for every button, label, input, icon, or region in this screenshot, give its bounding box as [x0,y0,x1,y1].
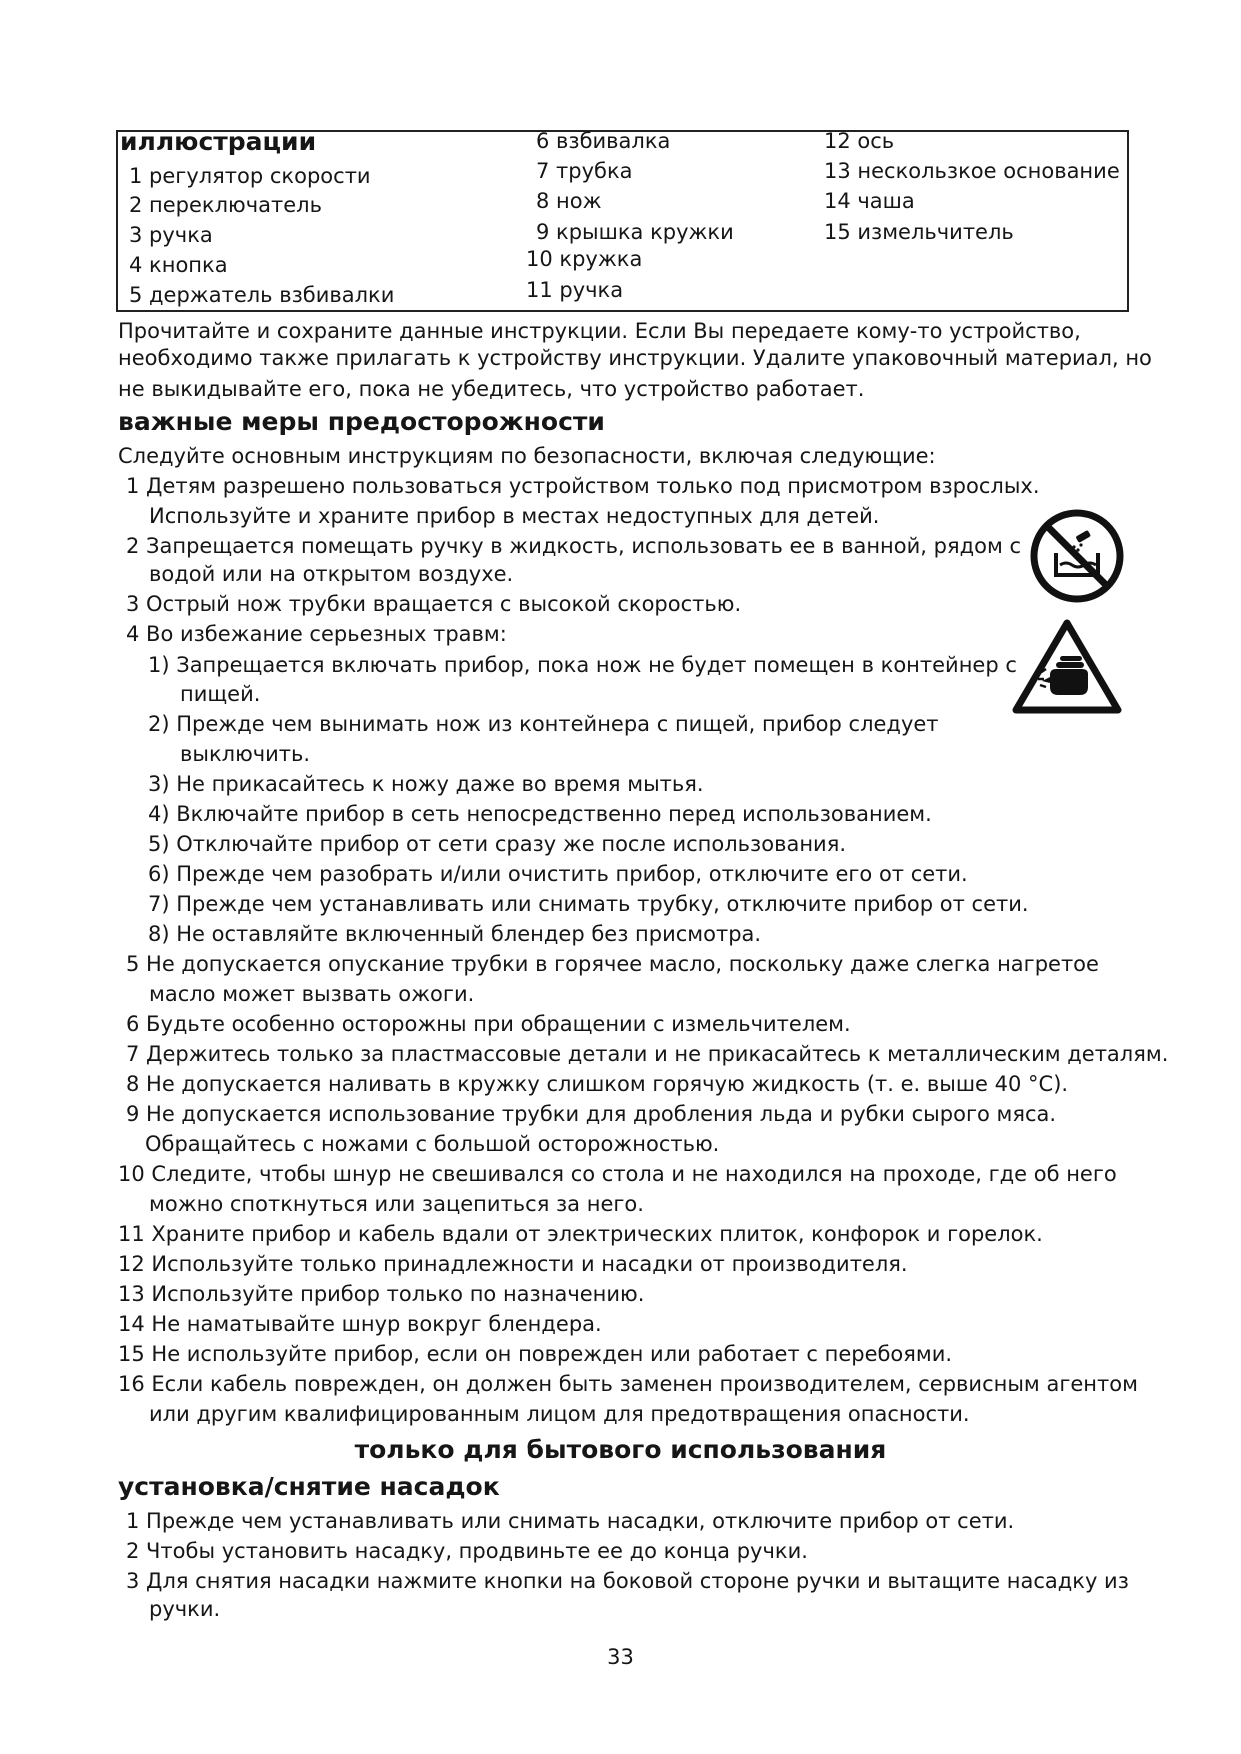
illustration-item: 8 нож [536,189,602,213]
precaution-line: масло может вызвать ожоги. [149,982,475,1006]
precaution-line: пищей. [180,682,261,706]
precaution-line: 9 Не допускается использование трубки для дробления льда и рубки сырого мяса. [126,1102,1057,1126]
household-note: только для бытового использования [354,1435,887,1464]
precaution-line: 3) Не прикасайтесь к ножу даже во время мытья. [148,772,704,796]
illustration-item: 11 ручка [526,278,624,302]
illustration-item: 13 нескользкое основание [824,159,1120,183]
precaution-line: или другим квалифицированным лицом для предотвращения опасности. [149,1402,970,1426]
precaution-line: водой или на открытом воздухе. [149,562,514,586]
attachment-line: 3 Для снятия насадки нажмите кнопки на боковой стороне ручки и вытащите насадку из [126,1569,1129,1593]
precaution-line: 13 Используйте прибор только по назначению. [118,1282,645,1306]
precaution-line: 16 Если кабель поврежден, он должен быть заменен производителем, сервисным агентом [118,1372,1138,1396]
precaution-line: 14 Не наматывайте шнур вокруг блендера. [118,1312,602,1336]
precautions-lead: Следуйте основным инструкциям по безопасности, включая следующие: [118,444,936,468]
illustration-item: 4 кнопка [129,253,228,277]
precaution-line: можно споткнуться или зацепиться за него. [149,1192,644,1216]
precaution-line: 4 Во избежание серьезных травм: [126,622,507,646]
precaution-line: 7 Держитесь только за пластмассовые детали и не прикасайтесь к металлическим деталям. [126,1042,1169,1066]
illustration-item: 7 трубка [536,159,633,183]
attachment-line: 2 Чтобы установить насадку, продвиньте ее до конца ручки. [126,1539,808,1563]
intro-line: необходимо также прилагать к устройству инструкции. Удалите упаковочный материал, но [118,346,1152,370]
attachment-line: ручки. [149,1597,221,1621]
precaution-line: 3 Острый нож трубки вращается с высокой скоростью. [126,592,742,616]
attachment-line: 1 Прежде чем устанавливать или снимать насадки, отключите прибор от сети. [126,1509,1015,1533]
intro-line: не выкидывайте его, пока не убедитесь, что устройство работает. [118,377,865,401]
precaution-line: 7) Прежде чем устанавливать или снимать трубку, отключите прибор от сети. [148,892,1029,916]
precaution-line: 5) Отключайте прибор от сети сразу же после использования. [148,832,847,856]
precaution-line: 10 Следите, чтобы шнур не свешивался со стола и не находился на проходе, где об него [118,1162,1117,1186]
illustration-item: 14 чаша [824,189,915,213]
attachments-title: установка/снятие насадок [118,1472,500,1501]
illustration-item: 12 ось [824,129,895,153]
illustration-item: 5 держатель взбивалки [129,283,395,307]
no-water-immersion-icon [1030,509,1124,603]
illustration-item: 2 переключатель [129,193,322,217]
precautions-title: важные меры предосторожности [118,407,605,436]
illustration-item: 6 взбивалка [536,129,671,153]
precaution-line: 15 Не используйте прибор, если он поврежден или работает с перебоями. [118,1342,953,1366]
precaution-line: 6) Прежде чем разобрать и/или очистить прибор, отключите его от сети. [148,862,968,886]
precaution-line: 8 Не допускается наливать в кружку слишком горячую жидкость (т. е. выше 40 °C). [126,1072,1069,1096]
precaution-line: Используйте и храните прибор в местах недоступных для детей. [149,504,880,528]
precaution-line: 4) Включайте прибор в сеть непосредственно перед использованием. [148,802,932,826]
precaution-line: 1) Запрещается включать прибор, пока нож не будет помещен в контейнер с [148,653,1017,677]
precaution-line: Обращайтесь с ножами с большой осторожностью. [145,1132,720,1156]
hand-blade-warning-icon [1010,617,1124,717]
precaution-line: 2) Прежде чем вынимать нож из контейнера с пищей, прибор следует [148,712,939,736]
precaution-line: 12 Используйте только принадлежности и насадки от производителя. [118,1252,908,1276]
precaution-line: 5 Не допускается опускание трубки в горячее масло, поскольку даже слегка нагретое [126,952,1099,976]
precaution-line: 8) Не оставляйте включенный блендер без присмотра. [148,922,762,946]
precaution-line: 2 Запрещается помещать ручку в жидкость, использовать ее в ванной, рядом с [126,534,1022,558]
illustrations-title: иллюстрации [120,127,317,156]
precaution-line: 11 Храните прибор и кабель вдали от электрических плиток, конфорок и горелок. [118,1222,1043,1246]
precaution-line: выключить. [180,742,311,766]
intro-line: Прочитайте и сохраните данные инструкции. Если Вы передаете кому-то устройство, [118,319,1081,343]
illustration-item: 15 измельчитель [824,220,1014,244]
illustration-item: 9 крышка кружки [536,220,734,244]
illustration-item: 1 регулятор скорости [129,164,371,188]
illustration-item: 3 ручка [129,223,213,247]
page-number: 33 [607,1645,634,1669]
illustration-item: 10 кружка [526,247,643,271]
precaution-line: 1 Детям разрешено пользоваться устройством только под присмотром взрослых. [126,474,1040,498]
precaution-line: 6 Будьте особенно осторожны при обращении с измельчителем. [126,1012,851,1036]
